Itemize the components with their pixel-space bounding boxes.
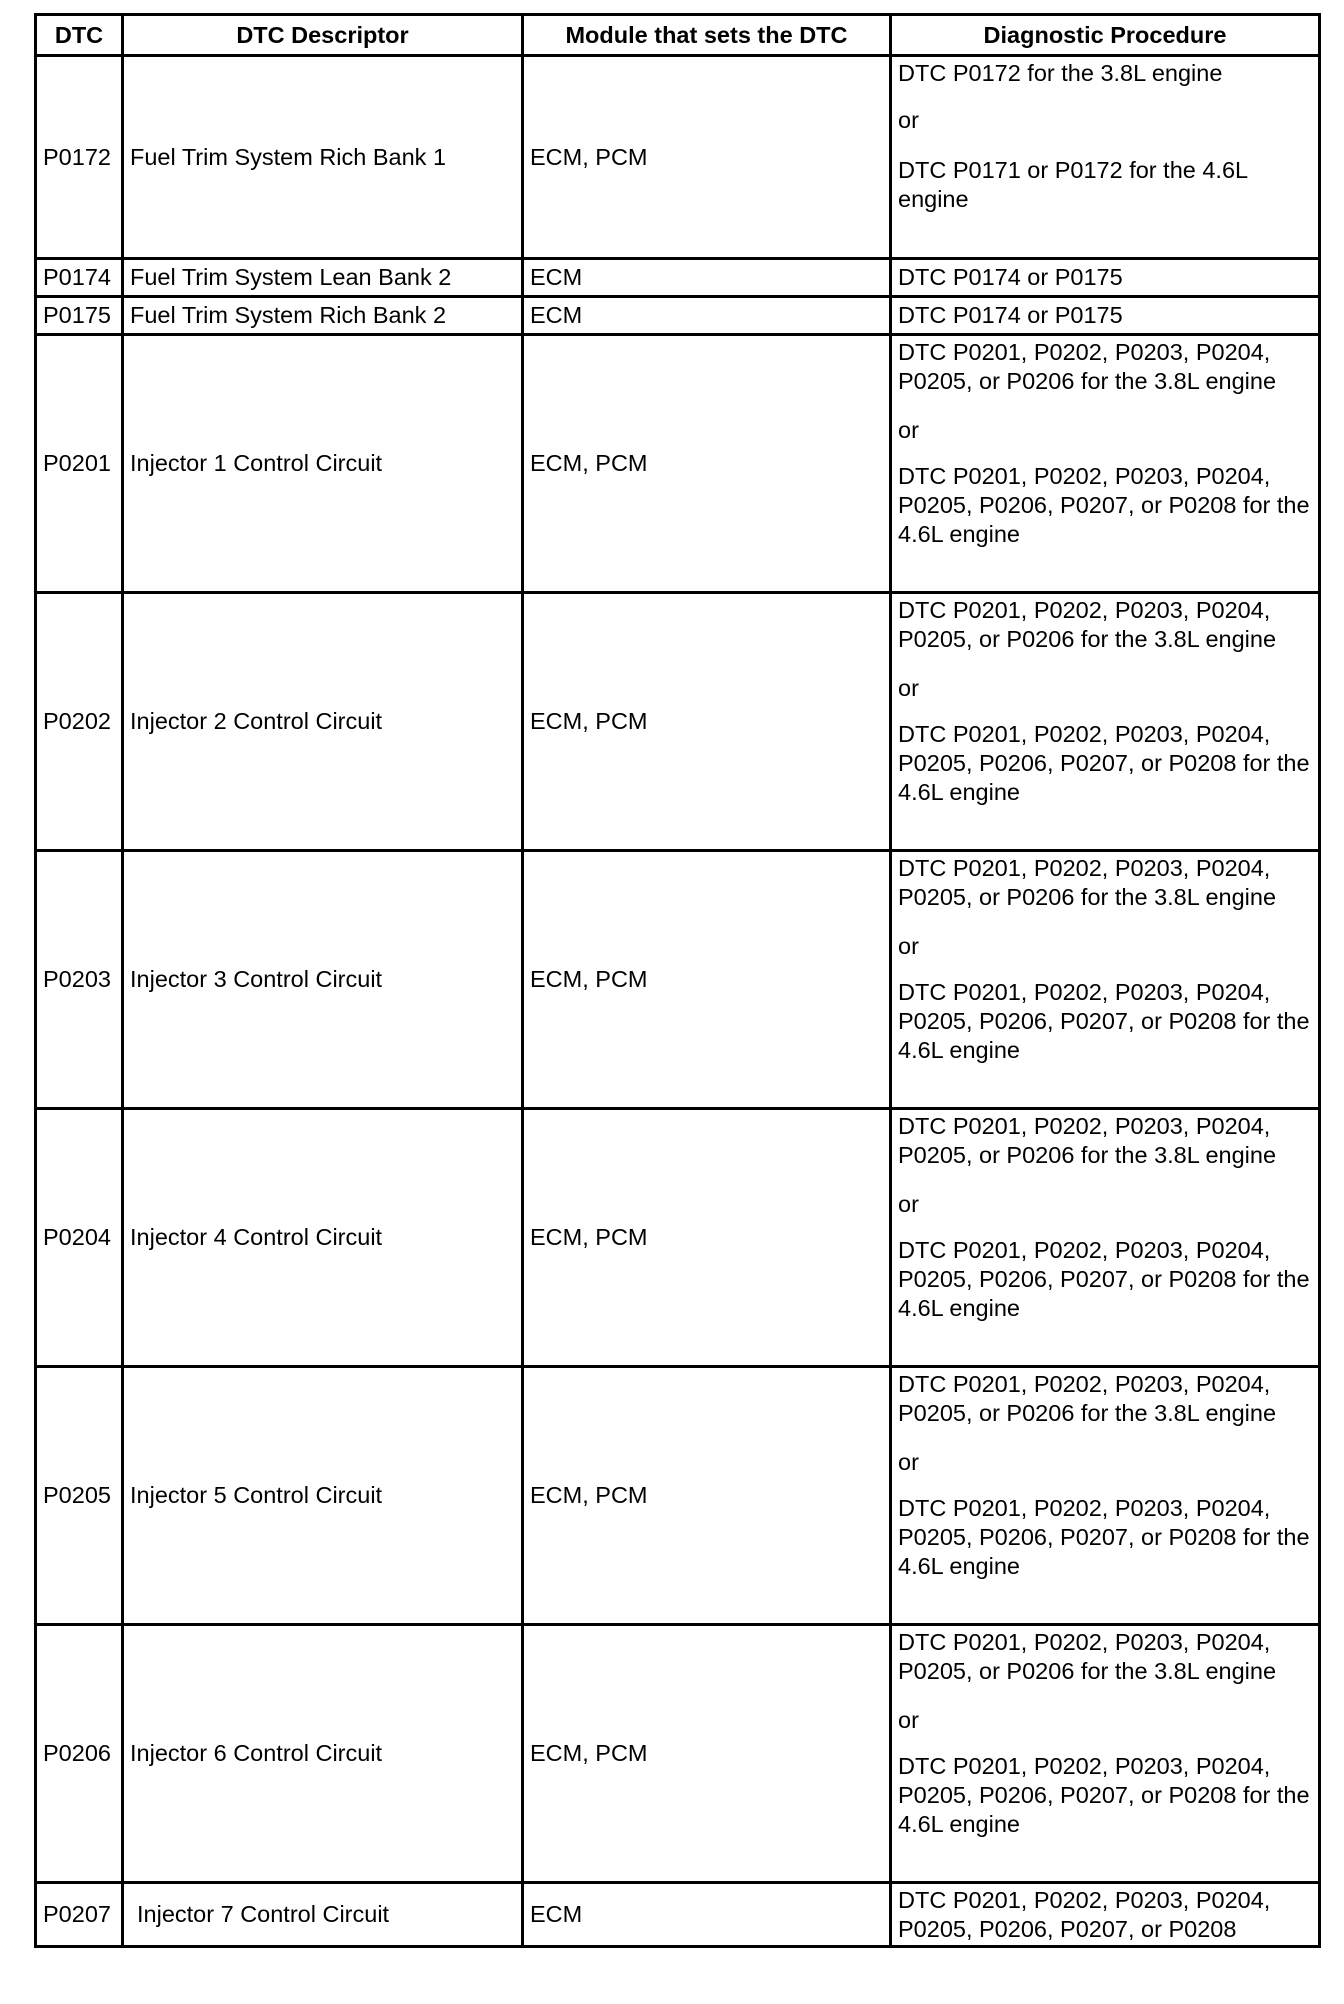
module: ECM <box>523 1883 891 1947</box>
dtc-descriptor: Injector 5 Control Circuit <box>123 1367 523 1625</box>
table-row <box>36 1367 1320 1625</box>
dtc-code: P0205 <box>36 1367 123 1625</box>
dtc-code: P0174 <box>36 259 123 297</box>
table-row <box>36 335 1320 593</box>
dtc-descriptor: Injector 4 Control Circuit <box>123 1109 523 1367</box>
dtc-code: P0207 <box>36 1883 123 1947</box>
table-row <box>36 593 1320 851</box>
diagnostic-procedure <box>891 1109 1320 1367</box>
procedure-link[interactable]: DTC P0201, P0202, P0203, P0204, P0205, P0206, P0207, or P0208 <box>898 1886 1271 1942</box>
module: ECM <box>523 259 891 297</box>
header-row <box>36 15 1320 56</box>
procedure-link-46[interactable]: DTC P0201, P0202, P0203, P0204, P0205, P0206, P0207, or P0208 for the 4.6L engine <box>898 721 1310 805</box>
dtc-code: P0203 <box>36 851 123 1109</box>
dtc-descriptor: Injector 1 Control Circuit <box>123 335 523 593</box>
module: ECM, PCM <box>523 1625 891 1883</box>
procedure-link-38[interactable]: DTC P0201, P0202, P0203, P0204, P0205, or P0206 for the 3.8L engine <box>898 597 1277 652</box>
header-module: Module that sets the DTC <box>523 15 891 56</box>
procedure-link-38[interactable]: DTC P0201, P0202, P0203, P0204, P0205, or P0206 for the 3.8L engine <box>898 1629 1277 1684</box>
dtc-descriptor: Fuel Trim System Rich Bank 2 <box>123 297 523 335</box>
procedure-link-46[interactable]: DTC P0201, P0202, P0203, P0204, P0205, P0206, P0207, or P0208 for the 4.6L engine <box>898 463 1310 547</box>
procedure-link-46[interactable]: DTC P0201, P0202, P0203, P0204, P0205, P0206, P0207, or P0208 for the 4.6L engine <box>898 1237 1310 1321</box>
table-row <box>36 56 1320 259</box>
module: ECM, PCM <box>523 56 891 259</box>
dtc-code: P0206 <box>36 1625 123 1883</box>
table-row <box>36 1109 1320 1367</box>
table-row <box>36 297 1320 335</box>
procedure-link-46[interactable]: DTC P0201, P0202, P0203, P0204, P0205, P0206, P0207, or P0208 for the 4.6L engine <box>898 979 1310 1063</box>
diagnostic-procedure <box>891 1625 1320 1883</box>
module: ECM, PCM <box>523 1367 891 1625</box>
procedure-link-38[interactable]: DTC P0172 for the 3.8L engine <box>898 60 1223 86</box>
dtc-code: P0172 <box>36 56 123 259</box>
diagnostic-procedure <box>891 335 1320 593</box>
procedure-or: or <box>898 417 919 443</box>
procedure-or: or <box>898 933 919 959</box>
module: ECM, PCM <box>523 593 891 851</box>
procedure-link-46[interactable]: DTC P0171 or P0172 for the 4.6L engine <box>898 157 1248 212</box>
procedure-or: or <box>898 1707 919 1733</box>
procedure-link[interactable]: DTC P0174 or P0175 <box>898 302 1123 328</box>
table-row <box>36 259 1320 297</box>
dtc-descriptor: Injector 6 Control Circuit <box>123 1625 523 1883</box>
module: ECM, PCM <box>523 1109 891 1367</box>
table-row <box>36 851 1320 1109</box>
header-dtc: DTC <box>36 15 123 56</box>
procedure-link-38[interactable]: DTC P0201, P0202, P0203, P0204, P0205, or P0206 for the 3.8L engine <box>898 1371 1277 1426</box>
diagnostic-procedure <box>891 56 1320 259</box>
module: ECM, PCM <box>523 335 891 593</box>
module: ECM, PCM <box>523 851 891 1109</box>
dtc-code: P0202 <box>36 593 123 851</box>
dtc-table <box>34 13 1321 1948</box>
procedure-link-46[interactable]: DTC P0201, P0202, P0203, P0204, P0205, P0206, P0207, or P0208 for the 4.6L engine <box>898 1753 1310 1837</box>
procedure-or: or <box>898 107 919 133</box>
header-descriptor: DTC Descriptor <box>123 15 523 56</box>
dtc-code: P0175 <box>36 297 123 335</box>
dtc-code: P0204 <box>36 1109 123 1367</box>
procedure-link-46[interactable]: DTC P0201, P0202, P0203, P0204, P0205, P0206, P0207, or P0208 for the 4.6L engine <box>898 1495 1310 1579</box>
dtc-descriptor: Injector 3 Control Circuit <box>123 851 523 1109</box>
procedure-link-38[interactable]: DTC P0201, P0202, P0203, P0204, P0205, or P0206 for the 3.8L engine <box>898 855 1277 910</box>
header-procedure: Diagnostic Procedure <box>891 15 1320 56</box>
dtc-descriptor: Fuel Trim System Rich Bank 1 <box>123 56 523 259</box>
diagnostic-procedure <box>891 297 1320 335</box>
diagnostic-procedure <box>891 1367 1320 1625</box>
table-row <box>36 1883 1320 1947</box>
module: ECM <box>523 297 891 335</box>
table-row <box>36 1625 1320 1883</box>
procedure-link[interactable]: DTC P0174 or P0175 <box>898 264 1123 290</box>
procedure-or: or <box>898 1449 919 1475</box>
diagnostic-procedure <box>891 1883 1320 1947</box>
dtc-descriptor: Fuel Trim System Lean Bank 2 <box>123 259 523 297</box>
diagnostic-procedure <box>891 593 1320 851</box>
procedure-link-38[interactable]: DTC P0201, P0202, P0203, P0204, P0205, or P0206 for the 3.8L engine <box>898 1113 1277 1168</box>
dtc-code: P0201 <box>36 335 123 593</box>
diagnostic-procedure <box>891 259 1320 297</box>
procedure-or: or <box>898 1191 919 1217</box>
dtc-descriptor: Injector 2 Control Circuit <box>123 593 523 851</box>
dtc-descriptor: Injector 7 Control Circuit <box>123 1883 523 1947</box>
diagnostic-procedure <box>891 851 1320 1109</box>
procedure-link-38[interactable]: DTC P0201, P0202, P0203, P0204, P0205, or P0206 for the 3.8L engine <box>898 339 1277 394</box>
procedure-or: or <box>898 675 919 701</box>
